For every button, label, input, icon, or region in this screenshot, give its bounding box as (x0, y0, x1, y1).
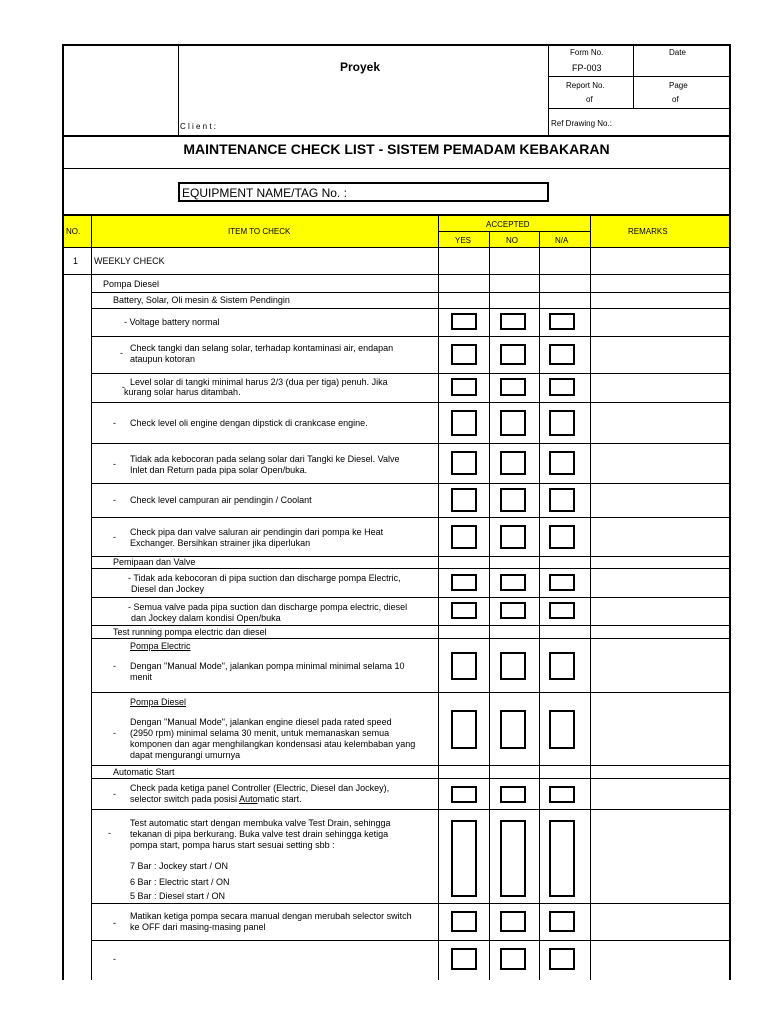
item-valve-open-line1: - Semua valve pada pipa suction dan discharge pompa electric, diesel (128, 602, 408, 612)
checkbox-na[interactable] (549, 525, 575, 549)
item-tangki-line2: ataupun kotoran (130, 354, 196, 364)
checkbox-yes[interactable] (451, 410, 477, 436)
form-no-label: Form No. (570, 48, 604, 57)
border-top (62, 44, 731, 46)
item-kebocoran-solar-line2: Inlet dan Return pada pipa solar Open/buka. (130, 465, 308, 475)
item-coolant: Check level campuran air pendingin / Coolant (130, 495, 312, 505)
row-line (91, 940, 729, 941)
item-matikan-line1: Matikan ketiga pompa secara manual dengan merubah selector switch (130, 911, 412, 921)
item-pipa-suction-line1: - Tidak ada kebocoran di pipa suction dan discharge pompa Electric, (128, 573, 401, 583)
bullet: - (113, 661, 116, 671)
item-heat-exchanger-line2: Exchanger. Bersihkan strainer jika diperlukan (130, 538, 311, 548)
row-line (91, 765, 729, 766)
bullet: - (113, 728, 116, 738)
item-pompa-diesel-line2: (2950 rpm) minimal selama 30 menit, untuk memanaskan semua (130, 728, 390, 738)
col-accepted: ACCEPTED (486, 220, 530, 229)
row-line (91, 483, 729, 484)
group-pompa-diesel: Pompa Diesel (103, 279, 160, 289)
row-line (91, 373, 729, 374)
row-line (91, 809, 729, 810)
checkbox-yes[interactable] (451, 488, 477, 512)
item-pipa-suction-line2: Diesel dan Jockey (131, 584, 205, 594)
border-right (729, 44, 731, 980)
row-line (91, 597, 729, 598)
group-battery: Battery, Solar, Oli mesin & Sistem Pendingin (113, 295, 290, 305)
col-yes: YES (455, 236, 472, 245)
checkbox-na[interactable] (549, 451, 575, 475)
item-matikan-line2: ke OFF dari masing-masing panel (130, 922, 266, 932)
checkbox-no[interactable] (500, 574, 526, 591)
checkbox-yes[interactable] (451, 786, 477, 803)
bullet: - (113, 918, 116, 928)
col-no-accept: NO (506, 236, 518, 245)
checkbox-yes[interactable] (451, 313, 477, 330)
bullet: - (113, 954, 116, 964)
row-line (91, 692, 729, 693)
header-divider-2 (548, 44, 549, 136)
bullet: - (113, 532, 116, 542)
checkbox-yes[interactable] (451, 710, 477, 749)
item-pompa-electric-line2: menit (130, 672, 153, 682)
checkbox-yes[interactable] (451, 652, 477, 680)
checkbox-na[interactable] (549, 948, 575, 970)
checkbox-na[interactable] (549, 786, 575, 803)
item-level-solar-line1: Level solar di tangki minimal harus 2/3 (dua per tiga) penuh. Jika (130, 377, 388, 387)
item-setting-jockey: 7 Bar : Jockey start / ON (130, 861, 229, 871)
item-panel-controller-line1: Check pada ketiga panel Controller (Electric, Diesel dan Jockey), (130, 783, 390, 793)
page-of: of (672, 95, 679, 104)
report-of: of (586, 95, 593, 104)
checkbox-na[interactable] (549, 488, 575, 512)
ref-drawing-label: Ref Drawing No.: (551, 119, 612, 128)
checkbox-no[interactable] (500, 378, 526, 396)
checkbox-na[interactable] (549, 574, 575, 591)
row-line (91, 778, 729, 779)
accepted-hline (438, 231, 590, 232)
vline-na (590, 216, 591, 980)
section-number: 1 (73, 256, 79, 266)
subheading-pompa-diesel: Pompa Diesel (130, 697, 187, 707)
subheading-pompa-electric: Pompa Electric (130, 641, 191, 651)
item-setting-diesel: 5 Bar : Diesel start / ON (130, 891, 226, 901)
equipment-field[interactable] (178, 182, 549, 202)
row-line (91, 638, 729, 639)
checkbox-na[interactable] (549, 344, 575, 365)
row-line (91, 336, 729, 337)
item-oli-engine: Check level oli engine dengan dipstick di crankcase engine. (130, 418, 368, 428)
item-test-auto-line3: pompa start, pompa harus start sesuai setting sbb : (130, 840, 335, 850)
checkbox-no[interactable] (500, 313, 526, 330)
page-label: Page (669, 81, 688, 90)
checkbox-no[interactable] (500, 451, 526, 475)
checkbox-no[interactable] (500, 652, 526, 680)
checkbox-no[interactable] (500, 410, 526, 436)
header-hline-1 (548, 76, 730, 77)
checkbox-yes[interactable] (451, 378, 477, 396)
project-label: Proyek (340, 60, 381, 74)
row-line (91, 308, 729, 309)
vline-item (438, 216, 439, 980)
checkbox-no[interactable] (500, 602, 526, 619)
checkbox-na[interactable] (549, 652, 575, 680)
row-line (91, 903, 729, 904)
checkbox-no[interactable] (500, 948, 526, 970)
checkbox-yes[interactable] (451, 525, 477, 549)
row-line (91, 517, 729, 518)
item-level-solar-line2: kurang solar harus ditambah. (124, 387, 241, 397)
item-pompa-electric-line1: Dengan "Manual Mode", jalankan pompa minimal minimal selama 10 (130, 661, 405, 671)
checkbox-yes[interactable] (451, 451, 477, 475)
checkbox-na[interactable] (549, 911, 575, 932)
checkbox-yes[interactable] (451, 911, 477, 932)
item-pompa-diesel-line4: dapat mengurangi umurnya (130, 750, 241, 760)
header-divider-1 (178, 44, 179, 136)
vline-no-col (539, 232, 540, 980)
item-voltage-battery: - Voltage battery normal (124, 317, 220, 327)
group-test-running: Test running pompa electric dan diesel (113, 627, 267, 637)
checkbox-na[interactable] (549, 602, 575, 619)
item-test-auto-line1: Test automatic start dengan membuka valve Test Drain, sehingga (130, 818, 391, 828)
text-fragment-underlined: Auto (239, 794, 258, 804)
item-kebocoran-solar-line1: Tidak ada kebocoran pada selang solar dari Tangki ke Diesel. Valve (130, 454, 400, 464)
row-line (91, 625, 729, 626)
bullet: - (113, 459, 116, 469)
checkbox-no[interactable] (500, 911, 526, 932)
checkbox-yes[interactable] (451, 574, 477, 591)
row-line (91, 443, 729, 444)
col-remarks: REMARKS (628, 227, 668, 236)
item-panel-controller-line2 (130, 794, 302, 805)
client-label: C l i e n t : (180, 122, 217, 131)
bullet: - (113, 495, 116, 505)
item-heat-exchanger-line1: Check pipa dan valve saluran air pendingin dari pompa ke Heat (130, 527, 384, 537)
checkbox-na[interactable] (549, 710, 575, 749)
checkbox-na[interactable] (549, 378, 575, 396)
bullet: - (113, 789, 116, 799)
text-fragment: matic start. (257, 794, 302, 804)
group-pemipaan: Pemipaan dan Valve (113, 557, 196, 567)
col-na: N/A (555, 236, 569, 245)
date-label: Date (669, 48, 686, 57)
section-title: WEEKLY CHECK (94, 256, 165, 266)
bullet: - (113, 418, 116, 428)
item-pompa-diesel-line1: Dengan "Manual Mode", jalankan engine diesel pada rated speed (130, 717, 392, 727)
checkbox-na[interactable] (549, 820, 575, 897)
row-line (62, 274, 731, 275)
checkbox-no[interactable] (500, 820, 526, 897)
page-title: MAINTENANCE CHECK LIST - SISTEM PEMADAM KEBAKARAN (183, 141, 610, 157)
checkbox-no[interactable] (500, 525, 526, 549)
checkbox-no[interactable] (500, 710, 526, 749)
header-bottom (62, 135, 731, 137)
checkbox-no[interactable] (500, 488, 526, 512)
checkbox-yes[interactable] (451, 344, 477, 365)
equipment-label: EQUIPMENT NAME/TAG No. : (182, 186, 347, 200)
bullet: - (122, 382, 125, 392)
item-tangki-line1: Check tangki dan selang solar, terhadap kontaminasi air, endapan (130, 343, 394, 353)
report-no-label: Report No. (566, 81, 605, 90)
title-bottom (62, 168, 731, 169)
item-pompa-diesel-line3: komponen dan agar menghilangkan kondensasi atau kelembaban yang (130, 739, 416, 749)
header-row-bottom (62, 247, 731, 248)
row-line (91, 402, 729, 403)
checkbox-na[interactable] (549, 313, 575, 330)
col-item: ITEM TO CHECK (228, 227, 291, 236)
item-test-auto-line2: tekanan di pipa berkurang. Buka valve test drain sehingga ketiga (130, 829, 389, 839)
col-no: NO. (66, 227, 81, 236)
checkbox-yes[interactable] (451, 602, 477, 619)
bullet: - (108, 828, 111, 838)
form-no-value: FP-003 (572, 63, 602, 73)
row-line (91, 568, 729, 569)
bullet: - (120, 348, 123, 358)
checkbox-na[interactable] (549, 410, 575, 436)
item-valve-open-line2: dan Jockey dalam kondisi Open/buka (131, 613, 281, 623)
header-hline-2 (548, 108, 730, 109)
item-setting-electric: 6 Bar : Electric start / ON (130, 877, 230, 887)
row-line (91, 292, 729, 293)
group-automatic-start: Automatic Start (113, 767, 175, 777)
vline-no (91, 216, 92, 980)
vline-yes (489, 232, 490, 980)
text-fragment: selector switch pada posisi (130, 794, 240, 804)
checkbox-no[interactable] (500, 786, 526, 803)
checkbox-yes[interactable] (451, 820, 477, 897)
checkbox-yes[interactable] (451, 948, 477, 970)
border-left (62, 44, 64, 980)
checkbox-no[interactable] (500, 344, 526, 365)
